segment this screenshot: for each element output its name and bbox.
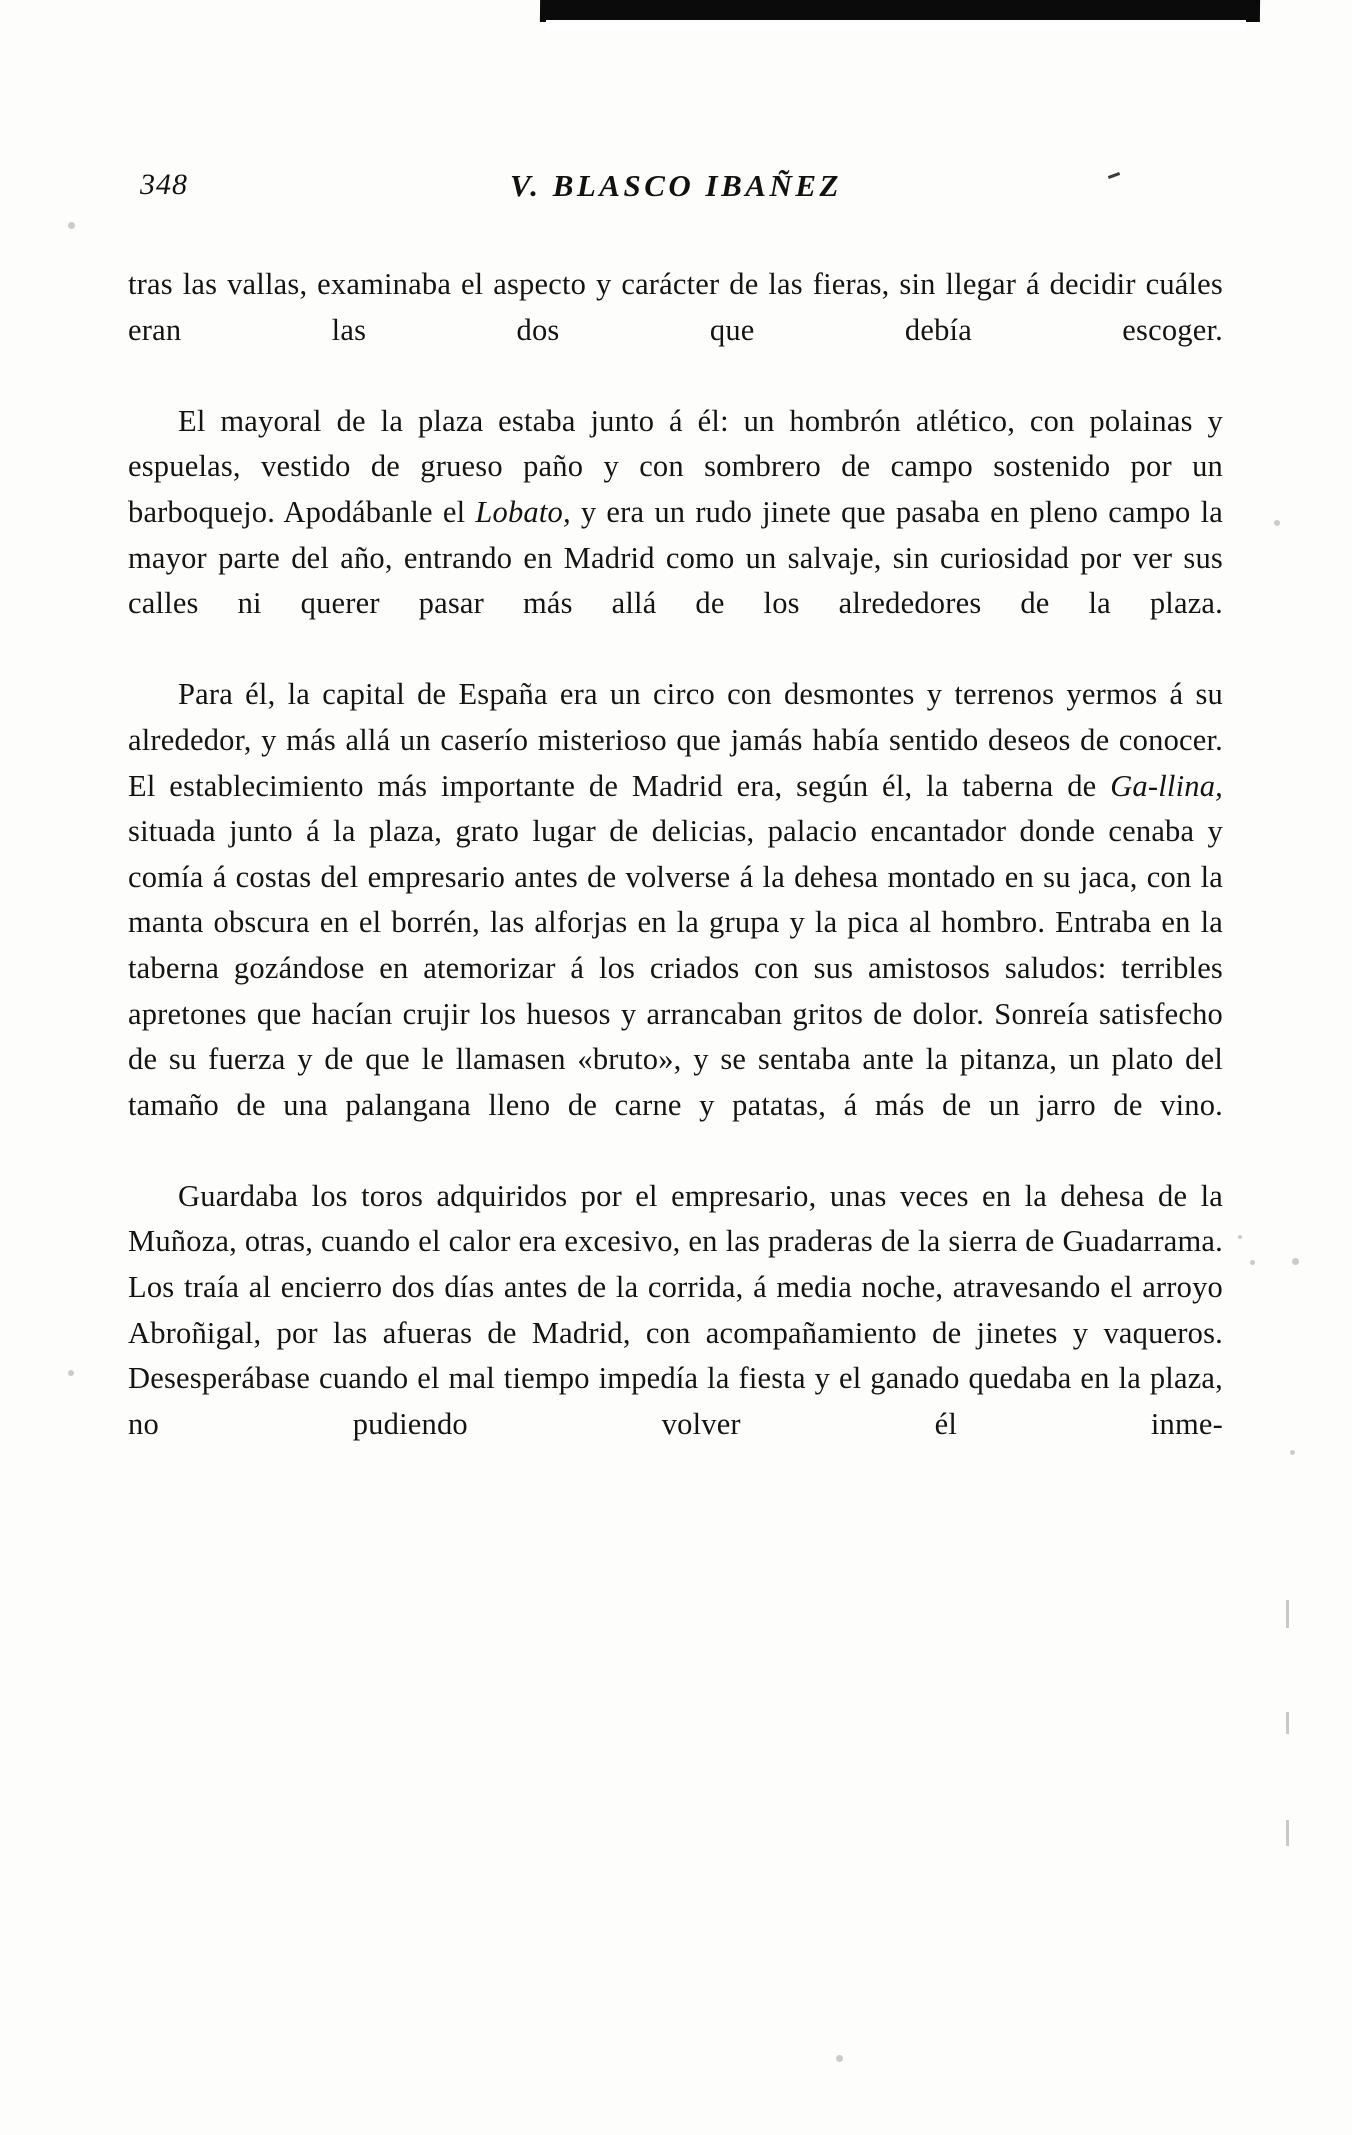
scan-edge-line-icon	[1286, 1712, 1289, 1734]
paragraph-4: Guardaba los toros adquiridos por el empresario, unas veces en la dehesa de la Muñoza, otras, cuando el calor era excesivo, en las praderas de la sierra de Guadarrama. Los traía al encierro dos días antes de la corrida, á media noche, atravesando el arroyo Abroñigal, por las afueras de Madrid, con acompañamiento de jinetes y vaqueros. Desesperábase cuando el mal tiempo impedía la fiesta y el ganado quedaba en la plaza, no pudiendo volver él inme-	[128, 1178, 1223, 1441]
page-number: 348	[140, 168, 188, 201]
paragraph-3-part-2: situada junto á la plaza, grato lugar de delicias, palacio encantador donde cenaba y comía á costas del empresario antes de volverse á la dehesa montado en su jaca, con la manta obscura en el borrén, las alforjas en la grupa y la pica al hombro. Entraba en la taberna gozándose en atemorizar á los criados con sus amistosos saludos: terribles apretones que hacían crujir los huesos y arrancaban gritos de dolor. Sonreía satisfecho de su fuerza y de que le llamasen «bruto», y se sentaba ante la pitanza, un plato del tamaño de una palangana lleno de carne y patatas, á más de un jarro de vino.	[128, 814, 1223, 1122]
paragraph-3	[128, 672, 1223, 1174]
scan-edge-line-icon	[1286, 1600, 1289, 1628]
paragraph-3-part-1: Para él, la capital de España era un circo con desmontes y terrenos yermos á su alrededor, y más allá un caserío misterioso que jamás había sentido deseos de conocer. El establecimiento más importante de Madrid era, según él, la taberna de	[128, 677, 1223, 803]
paragraph-2	[128, 399, 1223, 673]
running-title: V. BLASCO IBAÑEZ	[510, 168, 842, 203]
scan-speck-icon	[1250, 1260, 1255, 1265]
scan-speck-icon	[1290, 1450, 1295, 1455]
paragraph-1: tras las vallas, examinaba el aspecto y carácter de las fieras, sin llegar á decidir cuáles eran las dos que debía escoger.	[128, 267, 1223, 347]
scan-speck-icon	[1292, 1258, 1299, 1265]
scan-edge-artifact-highlight	[546, 20, 1246, 30]
scan-speck-icon	[68, 222, 75, 229]
scan-speck-icon	[68, 1370, 74, 1376]
page-text-body	[128, 262, 1223, 1493]
scan-edge-line-icon	[1286, 1820, 1289, 1846]
scan-speck-icon	[1238, 1235, 1242, 1239]
scan-edge-artifact	[540, 0, 1260, 22]
paragraph-2-part-2: y era un rudo jinete que pasaba en pleno campo la mayor parte del año, entrando en Madrid como un salvaje, sin curiosidad por ver sus calles ni querer pasar más allá de los alrededores de la plaza.	[128, 494, 1223, 621]
italic-nickname-lobato: Lobato,	[475, 494, 571, 529]
italic-tavern-name-part-2: llina,	[1158, 768, 1223, 803]
scan-speck-icon	[836, 2055, 843, 2062]
page-header	[0, 168, 1352, 212]
scan-speck-icon	[1274, 520, 1280, 526]
italic-tavern-name-part-1: Ga-	[1110, 768, 1159, 803]
paragraph-2-part-1: El mayoral de la plaza estaba junto á él: un hombrón atlético, con polainas y espuelas, vestido de grueso paño y con sombrero de campo sostenido por un barboquejo. Apodábanle el	[128, 403, 1223, 529]
